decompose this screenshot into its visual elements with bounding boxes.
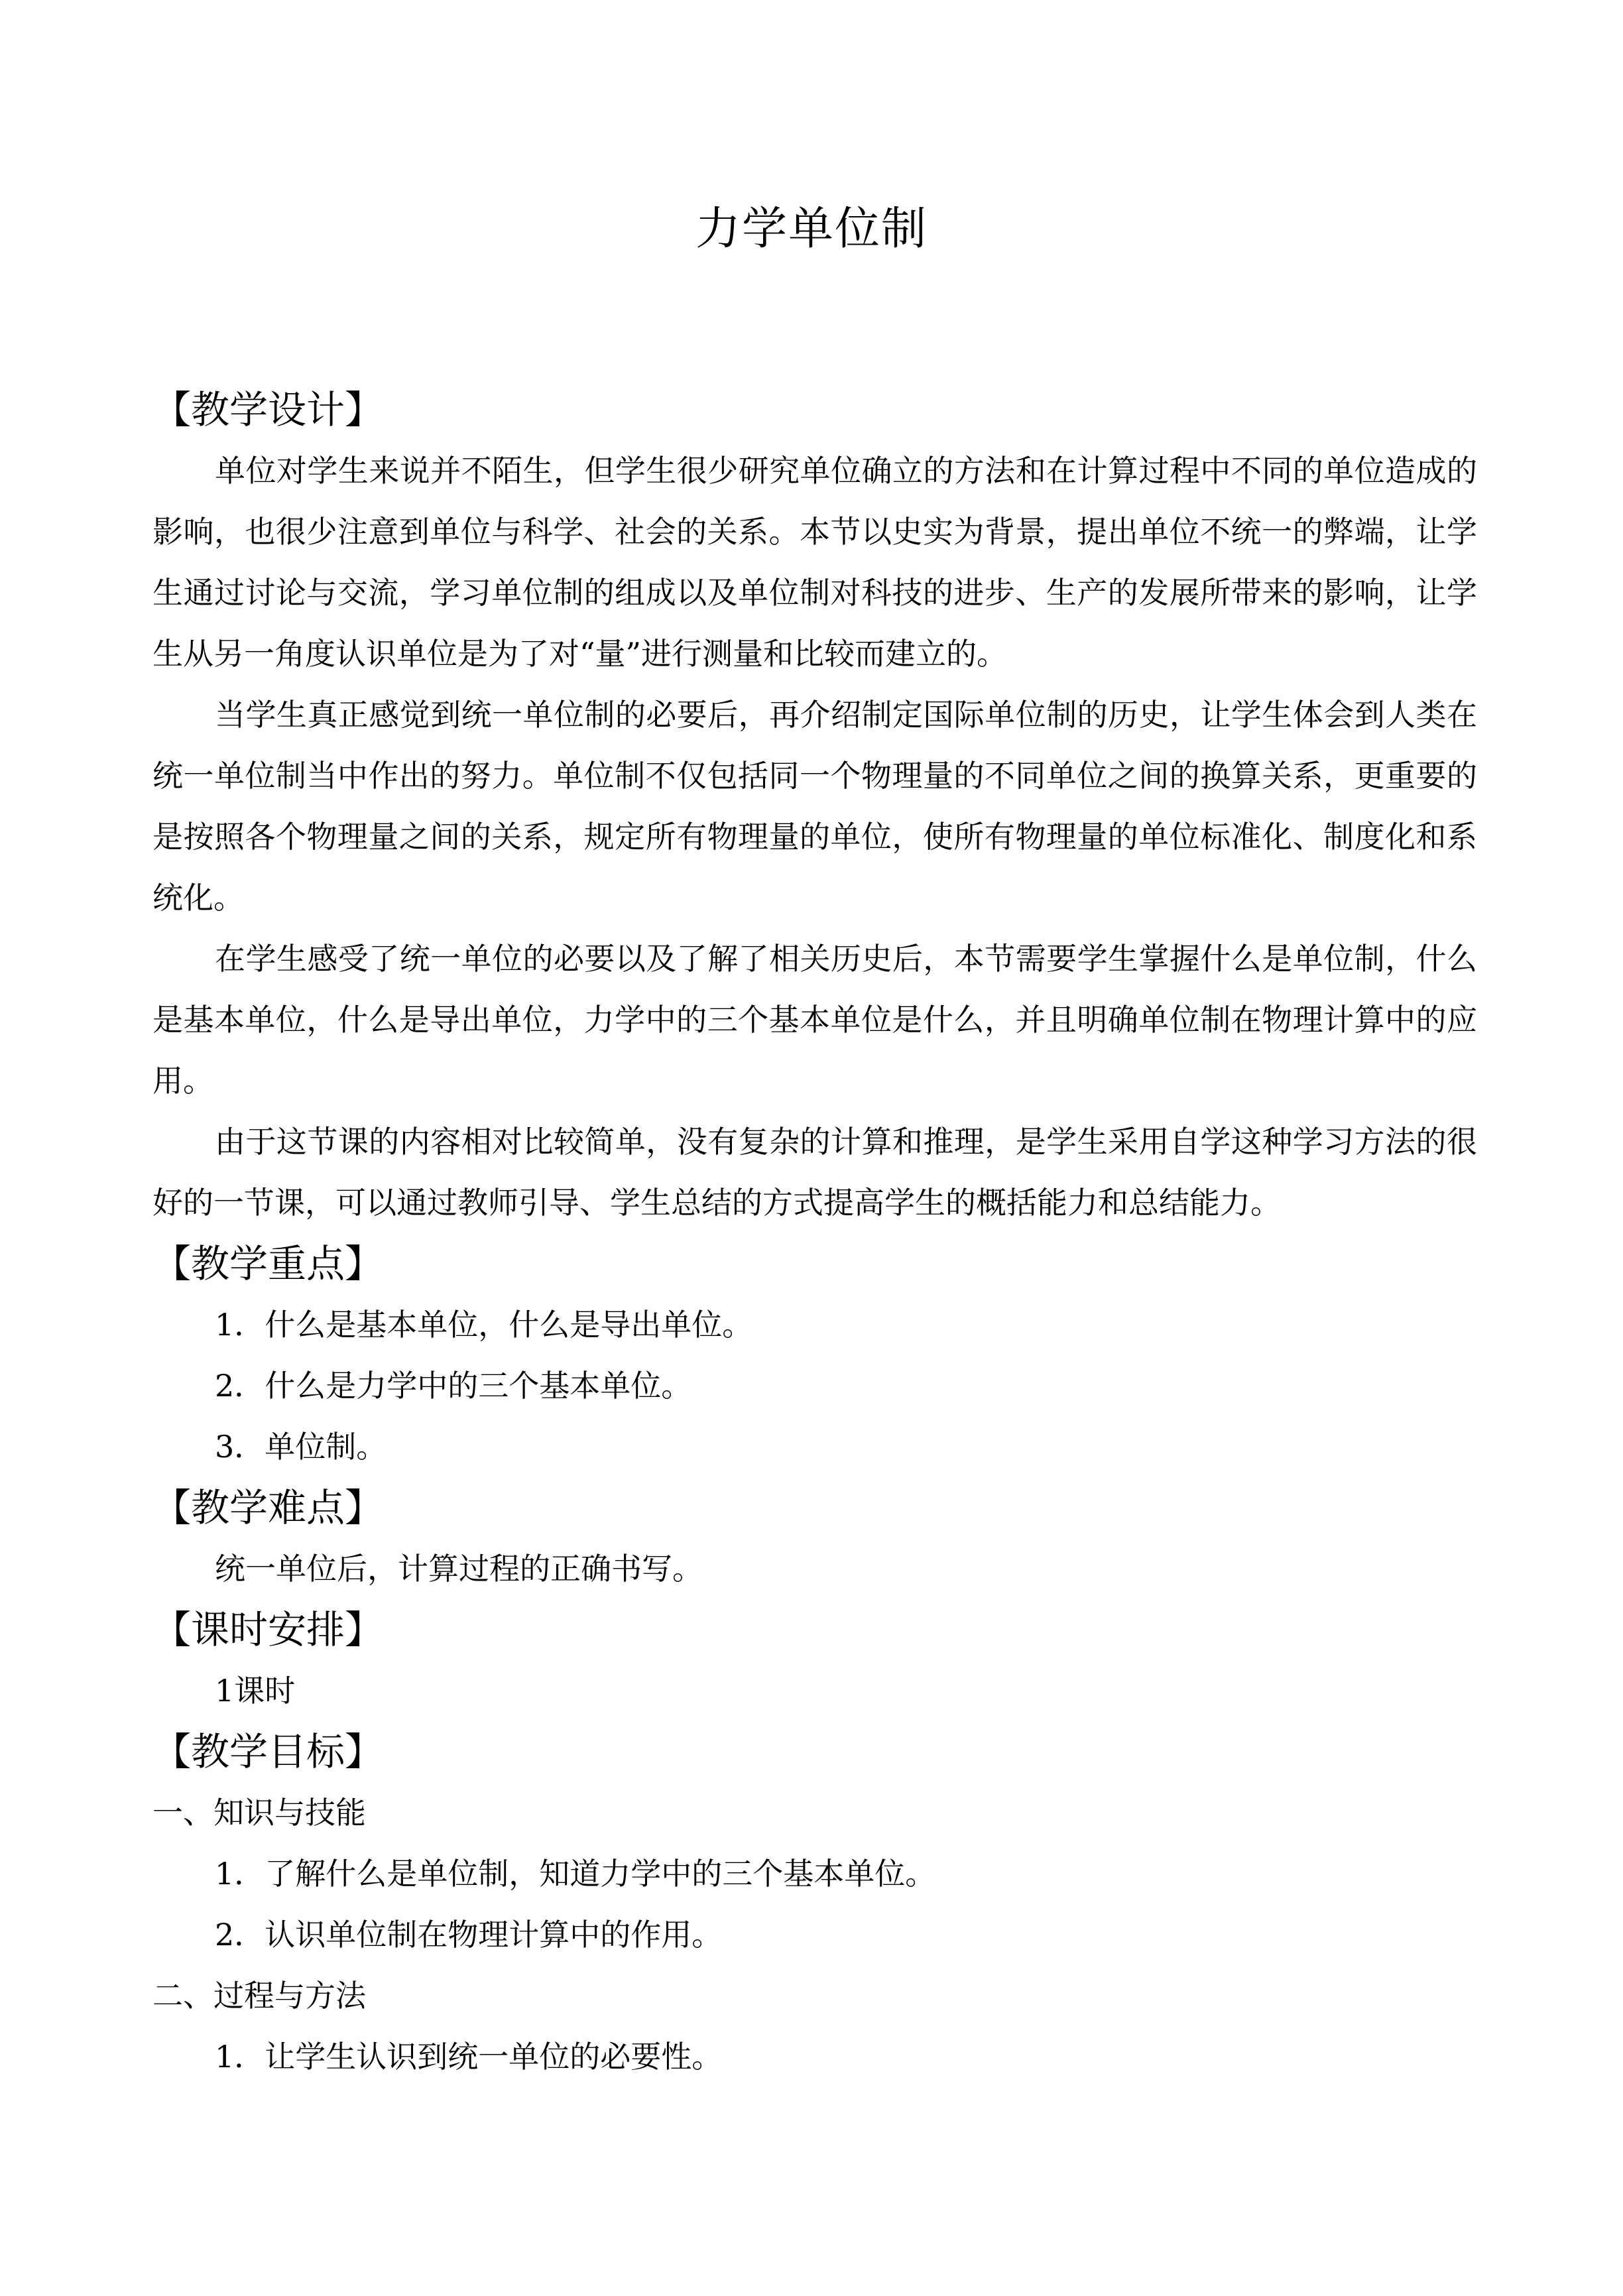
objective-part-1-title: 一、知识与技能 xyxy=(152,1795,366,1831)
objective-part-2-title: 二、过程与方法 xyxy=(152,1978,366,2014)
design-paragraph-2: 当学生真正感觉到统一单位制的必要后，再介绍制定国际单位制的历史，让学生体会到人类在统一单位制当中作出的努力。单位制不仅包括同一个物理量的不同单位之间的换算关系，更重要的是按照各个物理量之间的关系，规定所有物理量的单位，使所有物理量的单位标准化、制度化和系统化。 xyxy=(152,697,1477,916)
section-heading-objectives: 【教学目标】 xyxy=(152,1729,384,1774)
section-heading-key-points: 【教学重点】 xyxy=(152,1241,384,1286)
document-body xyxy=(152,379,1477,2087)
section-heading-design: 【教学设计】 xyxy=(152,387,384,432)
key-point-item-2: 2．什么是力学中的三个基本单位。 xyxy=(215,1368,692,1404)
section-heading-schedule: 【课时安排】 xyxy=(152,1607,384,1652)
objective-part-1-item-1: 1．了解什么是单位制，知道力学中的三个基本单位。 xyxy=(215,1856,936,1892)
key-point-item-3: 3．单位制。 xyxy=(215,1429,387,1465)
design-paragraph-3: 在学生感受了统一单位的必要以及了解了相关历史后，本节需要学生掌握什么是单位制，什么是基本单位，什么是导出单位，力学中的三个基本单位是什么，并且明确单位制在物理计算中的应用。 xyxy=(152,941,1477,1099)
design-paragraph-4: 由于这节课的内容相对比较简单，没有复杂的计算和推理，是学生采用自学这种学习方法的很好的一节课，可以通过教师引导、学生总结的方式提高学生的概括能力和总结能力。 xyxy=(152,1124,1477,1221)
objective-part-2-item-1: 1．让学生认识到统一单位的必要性。 xyxy=(215,2039,723,2075)
section-heading-difficulties: 【教学难点】 xyxy=(152,1485,384,1530)
design-paragraph-1: 单位对学生来说并不陌生，但学生很少研究单位确立的方法和在计算过程中不同的单位造成的影响，也很少注意到单位与科学、社会的关系。本节以史实为背景，提出单位不统一的弊端，让学生通过讨论与交流，学习单位制的组成以及单位制对科技的进步、生产的发展所带来的影响，让学生从另一角度认识单位是为了对“量”进行测量和比较而建立的。 xyxy=(152,453,1477,672)
difficulty-text: 统一单位后，计算过程的正确书写。 xyxy=(215,1551,703,1587)
objective-part-1-item-2: 2．认识单位制在物理计算中的作用。 xyxy=(215,1917,723,1953)
document-title: 力学单位制 xyxy=(695,203,928,255)
schedule-text: 1课时 xyxy=(215,1673,296,1709)
key-point-item-1: 1．什么是基本单位，什么是导出单位。 xyxy=(215,1307,753,1343)
